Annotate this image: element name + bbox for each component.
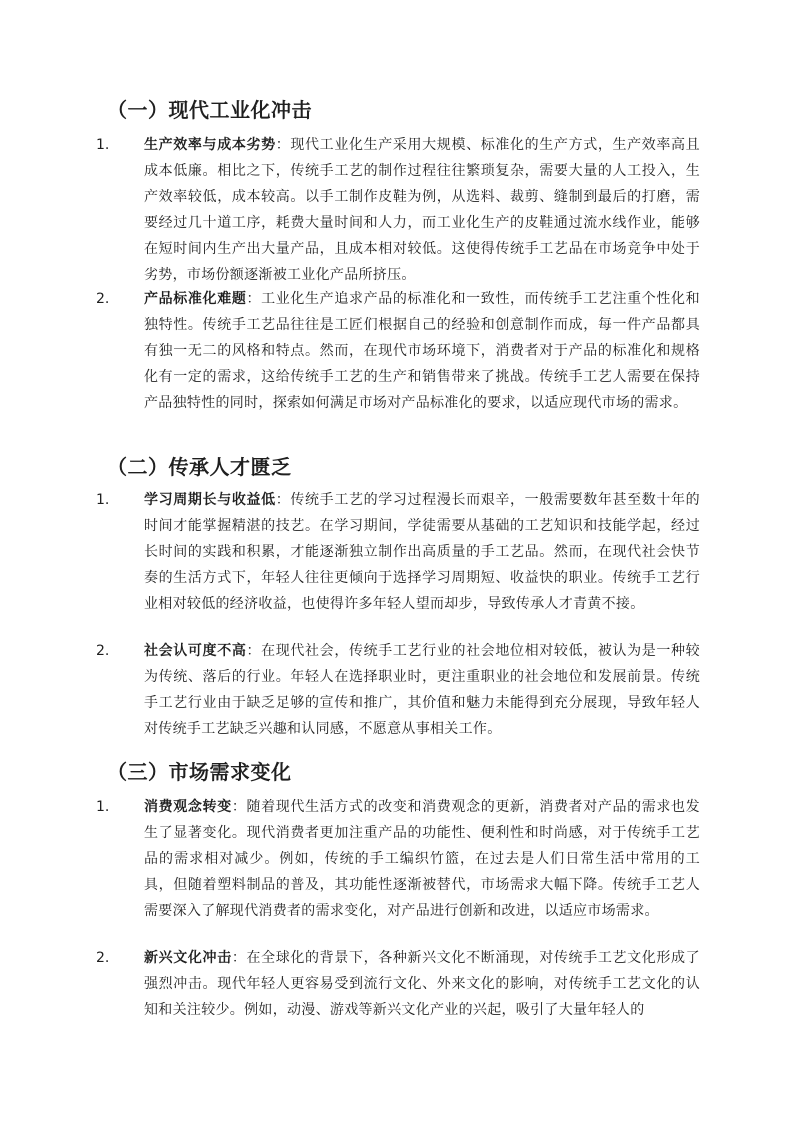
list-text: 在现代社会，传统手工艺行业的社会地位相对较低，被认为是一种较为传统、落后的行业。年轻人在选择职业时，更注重职业的社会地位和发展前景。传统手工艺行业由于缺乏足够的宣传和推广，其价值和魅力未能得到充分展现，导致年轻人对传统手工艺缺乏兴趣和认同感，不愿意从事相关工作。 <box>144 643 700 737</box>
list-term: 生产效率与成本劣势 <box>144 137 276 153</box>
term-separator: ： <box>231 950 247 966</box>
list-number: 1. <box>96 492 110 508</box>
list-paragraph <box>144 132 700 288</box>
list-paragraph <box>144 487 700 617</box>
list-paragraph <box>144 945 700 1023</box>
list-term: 消费观念转变 <box>144 799 232 815</box>
list-term: 社会认可度不高 <box>144 643 247 659</box>
section-heading: （二）传承人才匮乏 <box>107 455 292 479</box>
list-number: 2. <box>96 643 110 659</box>
term-separator: ： <box>246 643 262 659</box>
list-paragraph <box>144 638 700 742</box>
list-paragraph <box>144 286 700 416</box>
list-text: 在全球化的背景下，各种新兴文化不断涌现，对传统手工艺文化形成了强烈冲击。现代年轻人更容易受到流行文化、外来文化的影响，对传统手工艺文化的认知和关注较少。例如，动漫、游戏等新兴文化产业的兴起，吸引了大量年轻人的 <box>144 950 700 1018</box>
list-text: 传统手工艺的学习过程漫长而艰辛，一般需要数年甚至数十年的时间才能掌握精湛的技艺。在学习期间，学徒需要从基础的工艺知识和技能学起，经过长时间的实践和积累，才能逐渐独立制作出高质量的手工艺品。然而，在现代社会快节奏的生活方式下，年轻人往往更倾向于选择学习周期短、收益快的职业。传统手工艺行业相对较低的经济收益，也使得许多年轻人望而却步，导致传承人才青黄不接。 <box>144 492 700 612</box>
list-number: 1. <box>96 137 110 153</box>
list-text: 工业化生产追求产品的标准化和一致性，而传统手工艺注重个性化和独特性。传统手工艺品往往是工匠们根据自己的经验和创意制作而成，每一件产品都具有独一无二的风格和特点。然而，在现代市场环境下，消费者对于产品的标准化和规格化有一定的需求，这给传统手工艺的生产和销售带来了挑战。传统手工艺人需要在保持产品独特性的同时，探索如何满足市场对产品标准化的要求，以适应现代市场的需求。 <box>144 291 700 411</box>
list-term: 学习周期长与收益低 <box>144 492 276 508</box>
list-text: 现代工业化生产采用大规模、标准化的生产方式，生产效率高且成本低廉。相比之下，传统手工艺的制作过程往往繁琐复杂，需要大量的人工投入，生产效率较低，成本较高。以手工制作皮鞋为例，从选料、裁剪、缝制到最后的打磨，需要经过几十道工序，耗费大量时间和人力，而工业化生产的皮鞋通过流水线作业，能够在短时间内生产出大量产品，且成本相对较低。这使得传统手工艺品在市场竞争中处于劣势，市场份额逐渐被工业化产品所挤压。 <box>144 137 700 283</box>
section-heading: （三）市场需求变化 <box>107 760 292 784</box>
list-term: 新兴文化冲击 <box>144 950 232 966</box>
list-number: 1. <box>96 799 110 815</box>
list-paragraph <box>144 794 700 924</box>
term-separator: ： <box>246 291 262 307</box>
list-text: 随着现代生活方式的改变和消费观念的更新，消费者对产品的需求也发生了显著变化。现代消费者更加注重产品的功能性、便利性和时尚感，对于传统手工艺品的需求相对减少。例如，传统的手工编织竹篮，在过去是人们日常生活中常用的工具，但随着塑料制品的普及，其功能性逐渐被替代，市场需求大幅下降。传统手工艺人需要深入了解现代消费者的需求变化，对产品进行创新和改进，以适应市场需求。 <box>144 799 700 919</box>
term-separator: ： <box>275 137 291 153</box>
list-number: 2. <box>96 950 110 966</box>
term-separator: ： <box>231 799 247 815</box>
list-term: 产品标准化难题 <box>144 291 247 307</box>
term-separator: ： <box>275 492 291 508</box>
section-heading: （一）现代工业化冲击 <box>107 98 312 122</box>
list-number: 2. <box>96 291 110 307</box>
